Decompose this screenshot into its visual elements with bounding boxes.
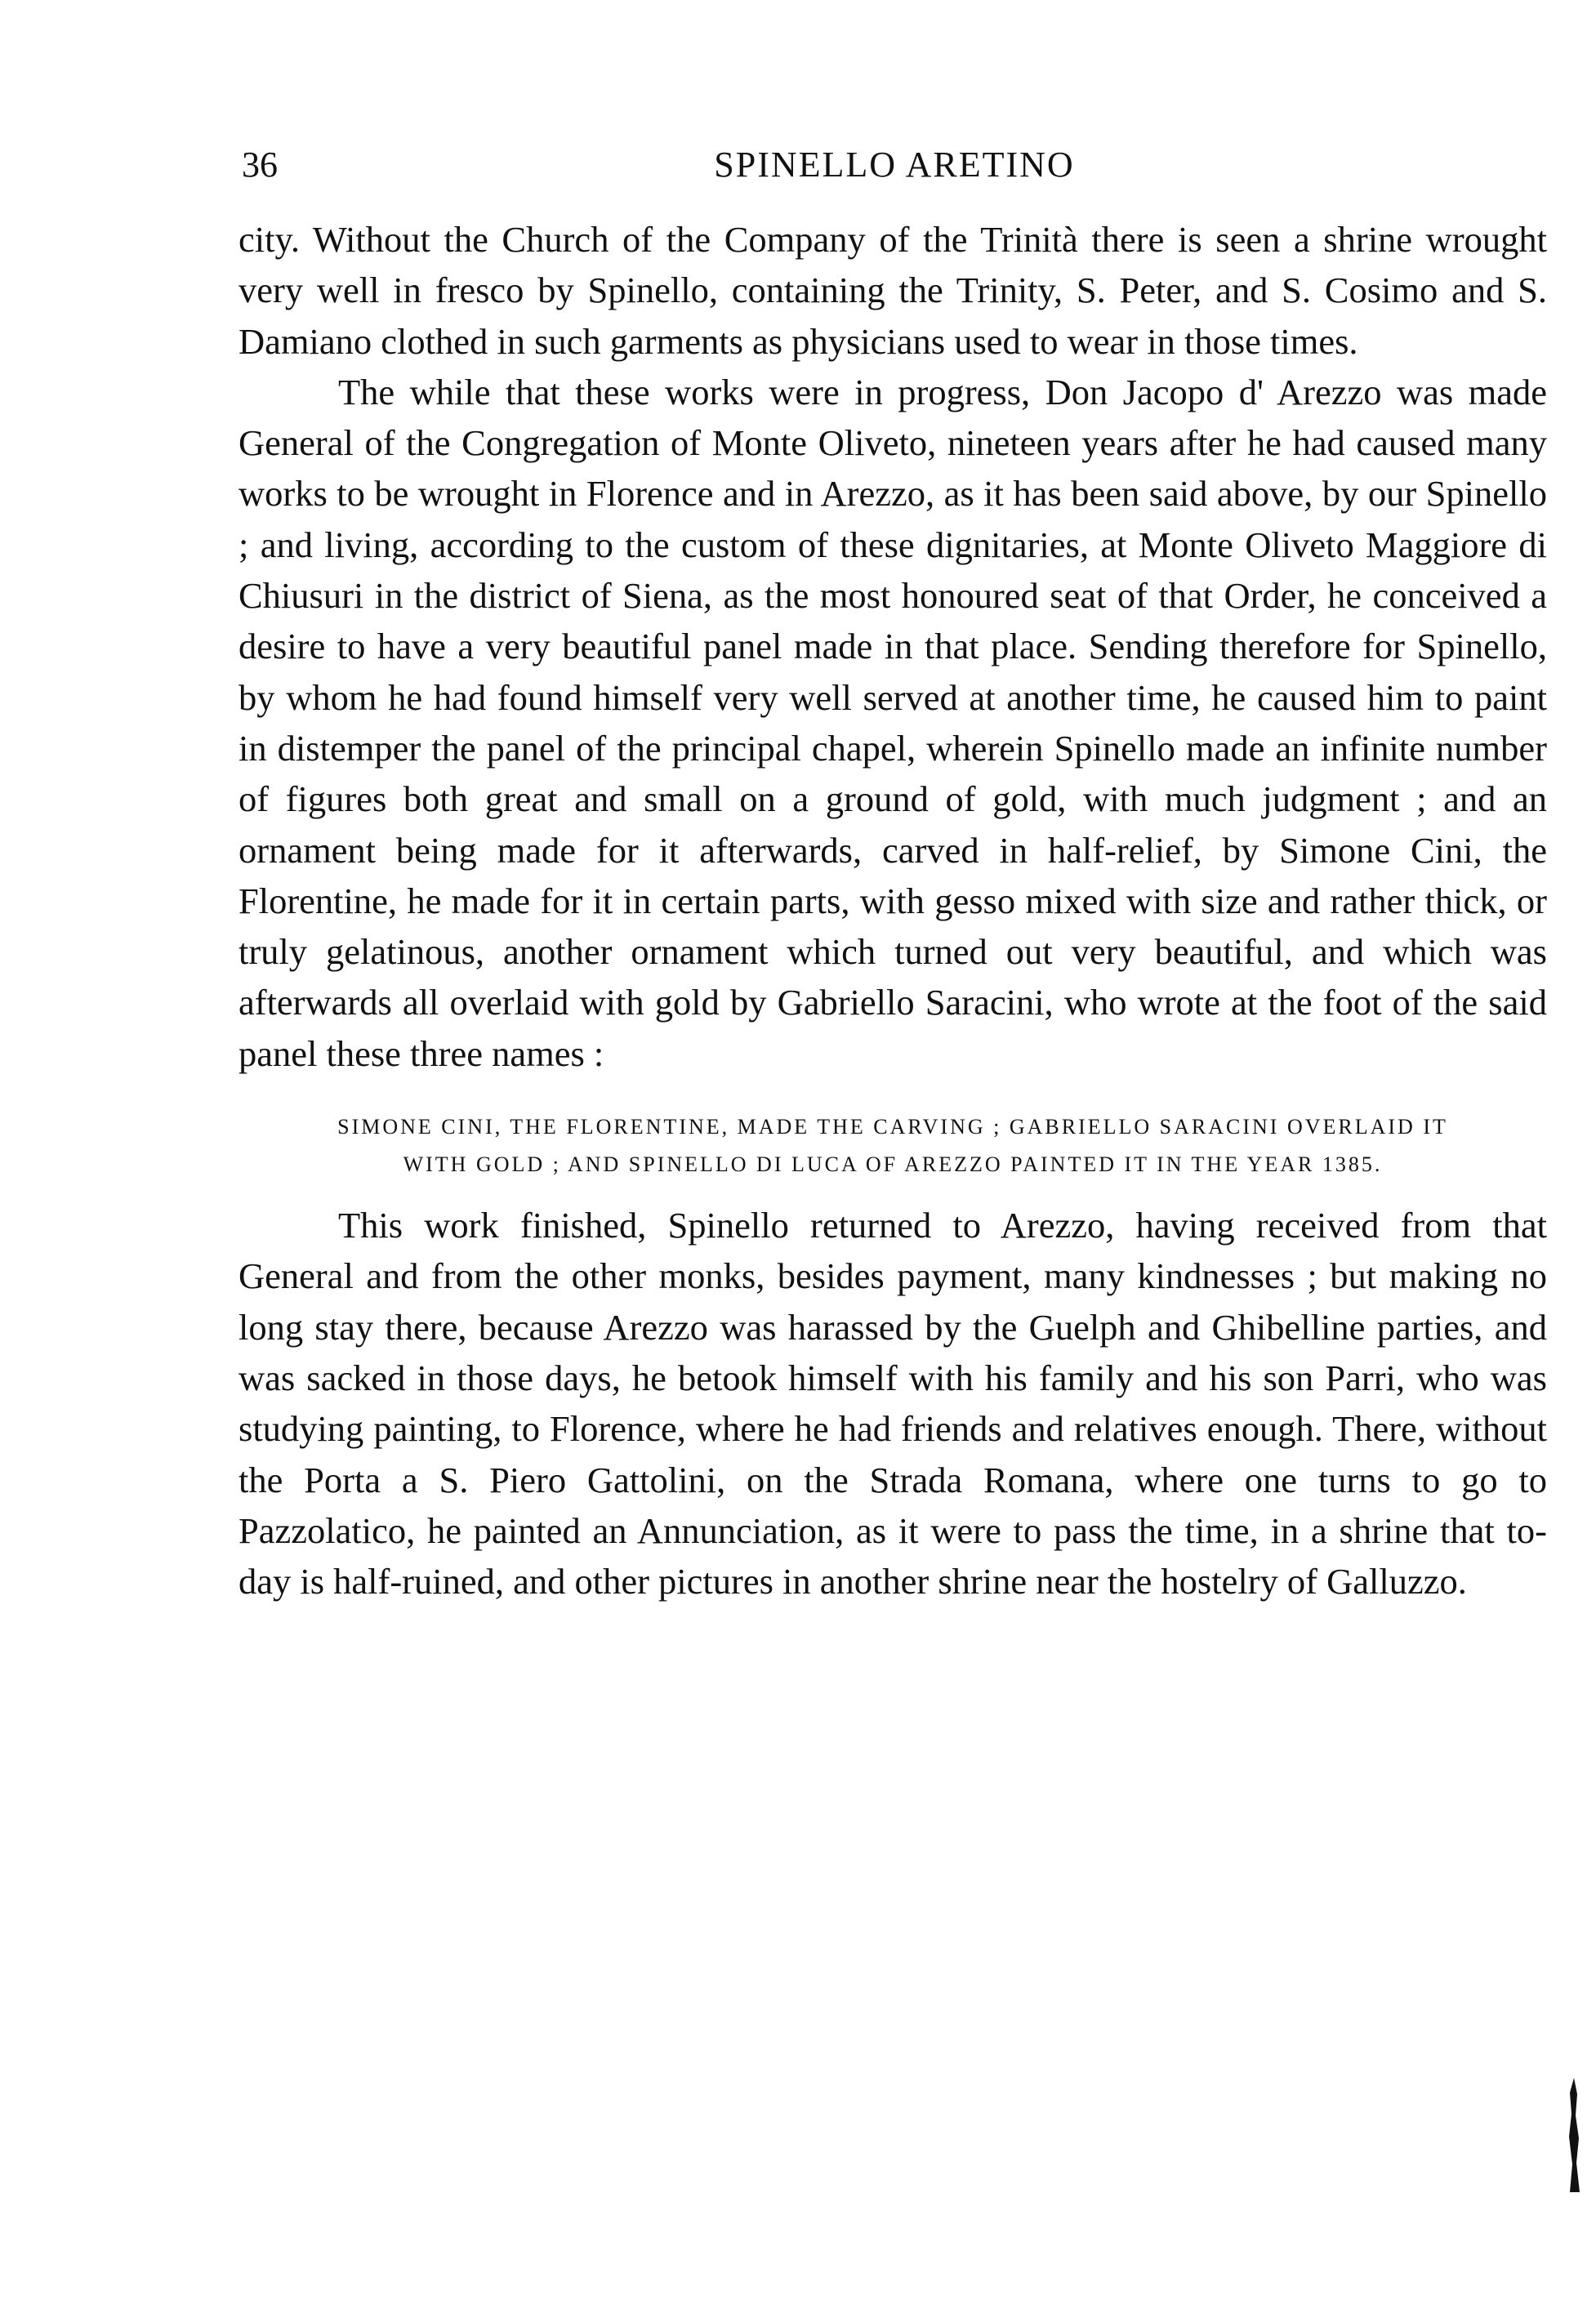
inscription: SIMONE CINI, THE FLORENTINE, MADE THE CARVING ; GABRIELLO SARACINI OVERLAID IT WITH GOLD ; AND SPINELLO DI LUCA OF AREZZO PAINTED IT IN THE YEAR 1385. [337,1115,1448,1177]
paragraph-continued: city. Without the Church of the Company of the Trinità there is seen a shrine wrought very well in fresco by Spinello, containing the Trinity, S. Peter, and S. Cosimo and S. Damiano clothed in such garments as physicians used to wear in those times. [239,219,1547,362]
paragraph-arezzo: This work finished, Spinello returned to Arezzo, having received from that General and from the other monks, besides payment, many kindnesses ; but making no long stay there, because Arezzo was harassed by the Guelph and Ghibelline parties, and was sacked in those days, he betook himself with his family and his son Parri, who was studying painting, to Florence, where he had friends and relatives enough. There, without the Porta a S. Piero Gattolini, on the Strada Romana, where one turns to go to Pazzolatico, he painted an Annunciation, as it were to pass the time, in a shrine that to-day is half-ruined, and other pictures in another shrine near the hostelry of Galluzzo. [239,1205,1547,1602]
running-title: SPINELLO ARETINO [714,145,1075,185]
page-body [239,214,1547,1607]
paragraph-jacopo: The while that these works were in progress, Don Jacopo d' Arezzo was made General of the Congregation of Monte Oliveto, nineteen years after he had caused many works to be wrought in Florence and in Arezzo, as it has been said above, by our Spinello ; and living, according to the custom of these dignitaries, at Monte Oliveto Maggiore di Chiusuri in the district of Siena, as the most honoured seat of that Order, he conceived a desire to have a very beautiful panel made in that place. Sending therefore for Spinello, by whom he had found himself very well served at another time, he caused him to paint in distemper the panel of the principal chapel, wherein Spinello made an infinite number of figures both great and small on a ground of gold, with much judgment ; and an ornament being made for it afterwards, carved in half-relief, by Simone Cini, the Florentine, he made for it in certain parts, with gesso mixed with size and rather thick, or truly gelatinous, another ornament which turned out very beautiful, and which was afterwards all overlaid with gold by Gabriello Saracini, who wrote at the foot of the said panel these three names : [239,371,1547,1074]
ink-mark-icon [1567,2078,1580,2192]
running-head [242,140,1547,189]
page-number: 36 [242,145,278,185]
